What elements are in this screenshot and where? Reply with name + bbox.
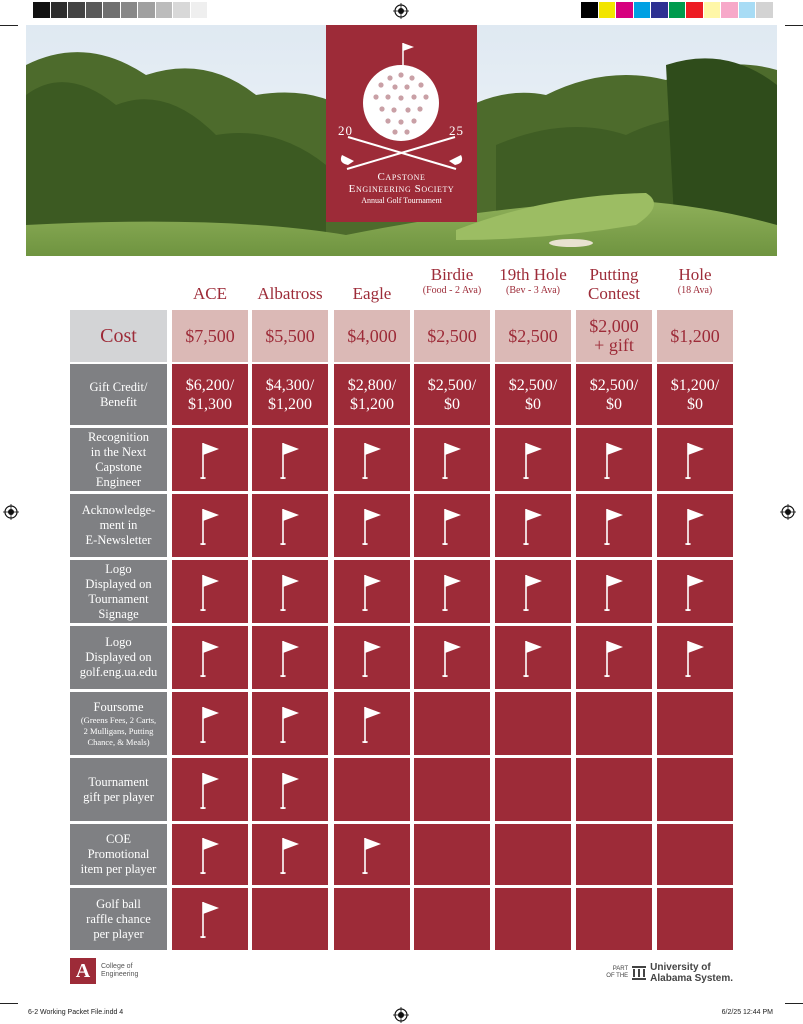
row-label-text: Cost bbox=[100, 324, 137, 347]
benefit-included-cell bbox=[414, 494, 490, 557]
benefit-included-cell bbox=[334, 692, 410, 755]
golf-flag-icon bbox=[361, 506, 383, 546]
benefit-empty-cell bbox=[657, 824, 733, 885]
column-header-3 bbox=[414, 262, 490, 308]
registration-mark-right bbox=[780, 504, 796, 520]
badge-subtitle: Annual Golf Tournament bbox=[361, 196, 442, 205]
gray-swatch bbox=[103, 2, 121, 18]
benefit-included-cell bbox=[657, 428, 733, 491]
golf-flag-icon bbox=[361, 572, 383, 612]
color-swatch bbox=[686, 2, 704, 18]
benefit-included-cell bbox=[252, 626, 328, 689]
benefit-empty-cell bbox=[414, 758, 490, 821]
gift-credit-value: $2,500/ $0 bbox=[589, 376, 639, 413]
gift-credit-cell bbox=[576, 364, 652, 425]
cost-cell bbox=[414, 310, 490, 362]
benefit-empty-cell bbox=[334, 888, 410, 950]
color-swatch bbox=[756, 2, 774, 18]
gray-swatch bbox=[51, 2, 69, 18]
cost-value: $7,500 bbox=[185, 325, 235, 346]
gift-credit-value: $6,200/ $1,300 bbox=[185, 376, 235, 413]
benefit-included-cell bbox=[657, 626, 733, 689]
benefit-empty-cell bbox=[657, 758, 733, 821]
column-header-6 bbox=[657, 262, 733, 308]
cost-cell bbox=[576, 310, 652, 362]
golf-flag-icon bbox=[279, 638, 301, 678]
row-label-benefit bbox=[70, 758, 167, 821]
benefit-included-cell bbox=[576, 428, 652, 491]
benefit-empty-cell bbox=[657, 888, 733, 950]
tier-name: 19th Hole bbox=[499, 265, 567, 284]
benefit-included-cell bbox=[172, 888, 248, 950]
color-swatch bbox=[739, 2, 757, 18]
benefit-included-cell bbox=[495, 494, 571, 557]
benefit-included-cell bbox=[172, 560, 248, 623]
cost-value: $4,000 bbox=[347, 325, 397, 346]
benefit-included-cell bbox=[334, 560, 410, 623]
row-label-text: Acknowledge- ment in E-Newsletter bbox=[81, 503, 156, 547]
gray-swatch bbox=[33, 2, 51, 18]
benefit-empty-cell bbox=[576, 888, 652, 950]
crop-mark bbox=[785, 25, 803, 26]
column-header-2 bbox=[334, 262, 410, 308]
benefit-empty-cell bbox=[252, 888, 328, 950]
golf-flag-icon bbox=[279, 770, 301, 810]
gift-credit-value: $4,300/ $1,200 bbox=[265, 376, 315, 413]
golf-flag-icon bbox=[199, 899, 221, 939]
badge-year-left: 20 bbox=[338, 123, 353, 138]
golf-flag-icon bbox=[441, 572, 463, 612]
golf-flag-icon bbox=[199, 770, 221, 810]
benefit-included-cell bbox=[657, 560, 733, 623]
golf-flag-icon bbox=[603, 440, 625, 480]
benefit-included-cell bbox=[495, 626, 571, 689]
row-label-text: Tournament gift per player bbox=[83, 774, 154, 804]
benefit-included-cell bbox=[334, 626, 410, 689]
color-swatch bbox=[616, 2, 634, 18]
crop-mark bbox=[0, 25, 18, 26]
benefit-included-cell bbox=[252, 560, 328, 623]
benefit-included-cell bbox=[414, 560, 490, 623]
color-swatch bbox=[599, 2, 617, 18]
color-swatch bbox=[634, 2, 652, 18]
crop-mark bbox=[0, 1003, 18, 1004]
benefit-empty-cell bbox=[334, 758, 410, 821]
gift-credit-value: $2,500/ $0 bbox=[508, 376, 558, 413]
benefit-included-cell bbox=[172, 626, 248, 689]
golf-flag-icon bbox=[441, 440, 463, 480]
golf-flag-icon bbox=[522, 638, 544, 678]
row-label-benefit bbox=[70, 494, 167, 557]
golf-flag-icon bbox=[279, 835, 301, 875]
tier-availability: (Bev - 3 Ava) bbox=[506, 285, 560, 296]
benefit-included-cell bbox=[414, 626, 490, 689]
gift-credit-cell bbox=[172, 364, 248, 425]
benefit-included-cell bbox=[172, 824, 248, 885]
golf-flag-icon bbox=[522, 506, 544, 546]
column-header-1 bbox=[252, 262, 328, 308]
golf-flag-icon bbox=[684, 506, 706, 546]
benefit-empty-cell bbox=[576, 824, 652, 885]
color-swatch bbox=[581, 2, 599, 18]
badge-year-right: 25 bbox=[449, 123, 464, 138]
date-slug: 6/2/25 12:44 PM bbox=[721, 1009, 773, 1016]
golf-flag-icon bbox=[279, 704, 301, 744]
benefit-included-cell bbox=[252, 692, 328, 755]
golf-flag-icon bbox=[199, 572, 221, 612]
benefit-included-cell bbox=[495, 428, 571, 491]
cost-value: $1,200 bbox=[670, 325, 720, 346]
crop-mark bbox=[785, 1003, 803, 1004]
golf-flag-icon bbox=[361, 440, 383, 480]
tournament-logo-badge bbox=[326, 25, 477, 222]
registration-mark-top bbox=[393, 3, 409, 19]
golf-flag-icon bbox=[199, 704, 221, 744]
benefit-included-cell bbox=[252, 824, 328, 885]
row-label-benefit bbox=[70, 692, 167, 755]
row-label-text: Logo Displayed on Tournament Signage bbox=[85, 561, 152, 621]
cost-cell bbox=[495, 310, 571, 362]
golf-flag-icon bbox=[279, 572, 301, 612]
golf-flag-icon bbox=[361, 638, 383, 678]
benefit-empty-cell bbox=[657, 692, 733, 755]
golf-flag-icon bbox=[522, 572, 544, 612]
gift-credit-cell bbox=[252, 364, 328, 425]
college-mark-icon: A bbox=[70, 958, 96, 984]
tier-name: Albatross bbox=[257, 284, 323, 303]
registration-mark-bottom bbox=[393, 1007, 409, 1023]
ua-system-name: University of Alabama System. bbox=[650, 962, 733, 984]
row-label-benefit bbox=[70, 428, 167, 491]
row-label-text: Golf ball raffle chance per player bbox=[86, 896, 151, 941]
row-label-text: Logo Displayed on golf.eng.ua.edu bbox=[79, 635, 158, 679]
ua-system-logo bbox=[606, 962, 733, 984]
benefit-empty-cell bbox=[495, 758, 571, 821]
color-swatch bbox=[651, 2, 669, 18]
golf-flag-icon bbox=[684, 572, 706, 612]
tier-name: Putting Contest bbox=[588, 265, 640, 303]
golf-flag-icon bbox=[279, 506, 301, 546]
golf-flag-icon bbox=[199, 506, 221, 546]
golf-flag-icon bbox=[441, 506, 463, 546]
row-label-text: Gift Credit/ Benefit bbox=[89, 379, 148, 409]
benefit-included-cell bbox=[172, 494, 248, 557]
benefit-empty-cell bbox=[576, 692, 652, 755]
college-of-engineering-logo bbox=[70, 958, 138, 984]
cost-cell bbox=[172, 310, 248, 362]
golf-flag-icon bbox=[522, 440, 544, 480]
color-swatch bbox=[669, 2, 687, 18]
row-label-text: Recognition in the Next Capstone Engineer bbox=[87, 429, 150, 489]
tier-name: Eagle bbox=[352, 284, 392, 303]
benefit-empty-cell bbox=[495, 888, 571, 950]
benefit-included-cell bbox=[334, 824, 410, 885]
row-label-benefit bbox=[70, 626, 167, 689]
cost-cell bbox=[252, 310, 328, 362]
color-swatch bbox=[721, 2, 739, 18]
column-header-4 bbox=[495, 262, 571, 308]
badge-organization: Capstone Engineering Society bbox=[348, 171, 455, 195]
row-label-benefit bbox=[70, 888, 167, 950]
gift-credit-value: $2,800/ $1,200 bbox=[347, 376, 397, 413]
benefit-included-cell bbox=[334, 494, 410, 557]
golf-flag-icon bbox=[361, 835, 383, 875]
golf-flag-icon bbox=[279, 440, 301, 480]
row-label-text: COE Promotional item per player bbox=[80, 832, 157, 876]
college-name: College of Engineering bbox=[101, 963, 139, 978]
gift-credit-cell bbox=[657, 364, 733, 425]
gray-color-bar bbox=[33, 2, 208, 18]
cost-value: $2,000 + gift bbox=[589, 316, 639, 355]
gift-credit-cell bbox=[334, 364, 410, 425]
gray-swatch bbox=[68, 2, 86, 18]
row-label-text: Foursome bbox=[93, 699, 144, 714]
benefit-empty-cell bbox=[414, 888, 490, 950]
golf-flag-icon bbox=[199, 440, 221, 480]
row-label-benefit bbox=[70, 824, 167, 885]
benefit-included-cell bbox=[495, 560, 571, 623]
golf-flag-icon bbox=[684, 638, 706, 678]
benefit-included-cell bbox=[576, 626, 652, 689]
benefit-empty-cell bbox=[576, 758, 652, 821]
pillars-icon bbox=[632, 966, 646, 980]
golf-flag-icon bbox=[603, 572, 625, 612]
golf-flag-icon bbox=[441, 638, 463, 678]
golf-flag-icon bbox=[361, 704, 383, 744]
cost-value: $2,500 bbox=[508, 325, 558, 346]
tier-name: ACE bbox=[193, 284, 227, 303]
benefit-included-cell bbox=[172, 692, 248, 755]
benefit-empty-cell bbox=[495, 824, 571, 885]
benefit-included-cell bbox=[172, 758, 248, 821]
golf-flag-icon bbox=[603, 638, 625, 678]
row-label-benefit bbox=[70, 560, 167, 623]
golf-flag-icon bbox=[199, 638, 221, 678]
cost-value: $2,500 bbox=[427, 325, 477, 346]
ua-system-part-of: PART OF THE bbox=[606, 966, 629, 979]
cost-cell bbox=[334, 310, 410, 362]
golf-flag-icon bbox=[199, 835, 221, 875]
benefit-included-cell bbox=[252, 494, 328, 557]
tier-name: Hole bbox=[678, 265, 712, 284]
column-header-5 bbox=[576, 262, 652, 308]
benefit-included-cell bbox=[334, 428, 410, 491]
gift-credit-value: $1,200/ $0 bbox=[670, 376, 720, 413]
benefit-included-cell bbox=[252, 428, 328, 491]
file-slug: 6-2 Working Packet File.indd 4 bbox=[28, 1009, 124, 1016]
benefit-included-cell bbox=[576, 494, 652, 557]
registration-mark-left bbox=[3, 504, 19, 520]
row-label-detail: (Greens Fees, 2 Carts, 2 Mulligans, Putting Chance, & Meals) bbox=[80, 714, 157, 747]
gray-swatch bbox=[173, 2, 191, 18]
gray-swatch bbox=[191, 2, 209, 18]
tier-name: Birdie bbox=[430, 265, 474, 284]
golf-ball-clubs-icon bbox=[326, 25, 477, 175]
benefit-empty-cell bbox=[414, 692, 490, 755]
benefit-included-cell bbox=[657, 494, 733, 557]
benefit-empty-cell bbox=[414, 824, 490, 885]
golf-flag-icon bbox=[684, 440, 706, 480]
gray-swatch bbox=[86, 2, 104, 18]
row-label-gift-credit bbox=[70, 364, 167, 425]
benefit-included-cell bbox=[172, 428, 248, 491]
benefit-included-cell bbox=[414, 428, 490, 491]
gift-credit-value: $2,500/ $0 bbox=[427, 376, 477, 413]
gray-swatch bbox=[138, 2, 156, 18]
benefit-empty-cell bbox=[495, 692, 571, 755]
cmyk-color-bar bbox=[581, 2, 774, 18]
tier-availability: (Food - 2 Ava) bbox=[422, 285, 482, 296]
row-label-cost bbox=[70, 310, 167, 362]
cost-cell bbox=[657, 310, 733, 362]
column-header-0 bbox=[172, 262, 248, 308]
tier-availability: (18 Ava) bbox=[677, 285, 713, 296]
gray-swatch bbox=[121, 2, 139, 18]
cost-value: $5,500 bbox=[265, 325, 315, 346]
golf-flag-icon bbox=[603, 506, 625, 546]
color-swatch bbox=[704, 2, 722, 18]
gift-credit-cell bbox=[495, 364, 571, 425]
benefit-included-cell bbox=[252, 758, 328, 821]
gray-swatch bbox=[156, 2, 174, 18]
gift-credit-cell bbox=[414, 364, 490, 425]
benefit-included-cell bbox=[576, 560, 652, 623]
